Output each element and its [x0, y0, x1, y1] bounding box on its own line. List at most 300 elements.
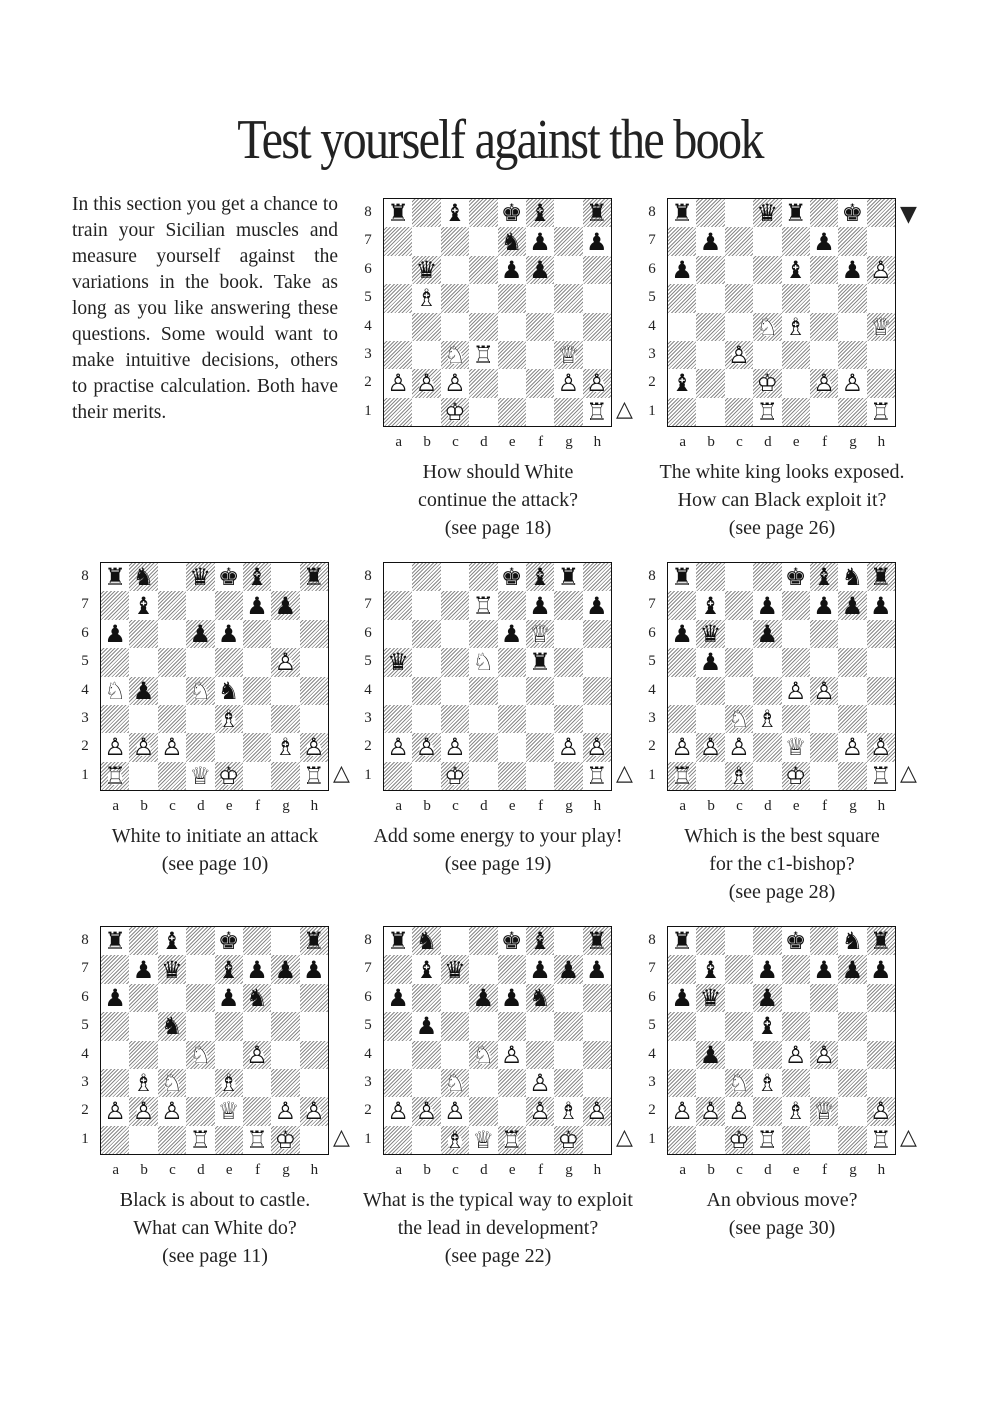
board-square: [441, 648, 469, 676]
board-square: [782, 1069, 810, 1097]
board-square: [186, 984, 214, 1012]
board-square: [186, 955, 214, 983]
black-knight-icon: ♞: [132, 563, 155, 592]
file-label: a: [679, 798, 687, 814]
white-pawn-icon: ♙: [500, 1040, 523, 1069]
black-pawn-icon: ♟: [699, 227, 722, 256]
file-label: d: [197, 798, 205, 814]
board-square: [384, 227, 412, 255]
board-square: [696, 341, 724, 369]
black-pawn-icon: ♟: [841, 591, 864, 620]
board-square: [300, 984, 328, 1012]
caption-line: continue the attack?: [418, 489, 578, 511]
caption-line: (see page 11): [162, 1245, 268, 1267]
board-square: [243, 677, 271, 705]
file-label: g: [565, 434, 573, 450]
board-square: [469, 199, 497, 227]
white-bishop-icon: ♗: [728, 761, 750, 790]
board-square: [215, 648, 243, 676]
file-label: d: [197, 1162, 205, 1178]
white-pawn-icon: ♙: [870, 1097, 892, 1126]
board-square: [526, 341, 554, 369]
rank-label: 8: [364, 568, 372, 584]
board-square: [441, 591, 469, 619]
white-king-icon: ♔: [784, 761, 807, 790]
file-label: g: [565, 1162, 573, 1178]
board-square: [129, 648, 157, 676]
board-square: [696, 199, 724, 227]
board-square: [469, 369, 497, 397]
board-square: [300, 620, 328, 648]
board-square: [271, 984, 299, 1012]
board-square: [810, 1126, 838, 1154]
rank-label: 5: [81, 1017, 89, 1034]
white-to-move-icon: △: [900, 1125, 917, 1150]
black-king-icon: ♚: [784, 927, 807, 956]
black-queen-icon: ♛: [189, 563, 212, 592]
file-label: g: [849, 434, 857, 450]
board-square: [526, 1126, 554, 1154]
rank-label: 8: [364, 204, 372, 220]
board-square: [583, 341, 611, 369]
board-square: [498, 398, 526, 426]
board-square: [753, 1041, 781, 1069]
white-pawn-icon: ♙: [529, 1069, 551, 1098]
board-square: [300, 1041, 328, 1069]
board-square: [271, 762, 299, 790]
board-square: [186, 1097, 214, 1125]
board-square: [725, 313, 753, 341]
board-square: [668, 227, 696, 255]
white-bishop-icon: ♗: [784, 312, 807, 341]
black-pawn-icon: ♟: [246, 955, 268, 984]
white-pawn-icon: ♙: [586, 1097, 608, 1126]
caption-line: (see page 18): [444, 517, 552, 539]
white-pawn-icon: ♙: [586, 369, 608, 398]
board-square: [526, 762, 554, 790]
board-square: [526, 313, 554, 341]
board-square: [271, 705, 299, 733]
board-square: [158, 620, 186, 648]
board-square: [867, 284, 895, 312]
rank-label: 3: [364, 709, 372, 726]
board-square: [838, 398, 866, 426]
black-queen-icon: ♛: [415, 255, 438, 284]
black-king-icon: ♚: [217, 927, 240, 956]
board-square: [469, 1069, 497, 1097]
white-pawn-icon: ♙: [303, 733, 325, 762]
board-square: [469, 563, 497, 591]
board-square: [469, 398, 497, 426]
board-square: [583, 984, 611, 1012]
black-knight-icon: ♞: [161, 1012, 183, 1041]
caption-line: (see page 19): [444, 853, 552, 875]
board-square: [412, 313, 440, 341]
white-pawn-icon: ♙: [415, 733, 438, 762]
white-rook-icon: ♖: [756, 397, 779, 426]
black-pawn-icon: ♟: [217, 619, 240, 648]
file-label: c: [736, 434, 743, 450]
board-square: [668, 1069, 696, 1097]
board-square: [158, 677, 186, 705]
board-square: [810, 733, 838, 761]
rank-label: 1: [648, 402, 656, 419]
black-pawn-icon: ♟: [699, 1040, 722, 1069]
board-square: [271, 1012, 299, 1040]
board-square: [810, 1069, 838, 1097]
board-square: [526, 677, 554, 705]
black-pawn-icon: ♟: [586, 591, 608, 620]
board-square: [384, 1041, 412, 1069]
file-label: c: [452, 434, 459, 450]
white-knight-icon: ♘: [161, 1069, 183, 1098]
board-square: [526, 284, 554, 312]
white-pawn-icon: ♙: [841, 733, 864, 762]
white-knight-icon: ♘: [189, 676, 212, 705]
caption-line: An obvious move?: [706, 1189, 858, 1211]
board-square: [554, 591, 582, 619]
white-pawn-icon: ♙: [303, 1097, 325, 1126]
diagram-caption: [632, 822, 932, 906]
black-rook-icon: ♜: [557, 563, 580, 592]
rank-label: 6: [81, 988, 89, 1005]
board-square: [300, 677, 328, 705]
caption-line: Add some energy to your play!: [373, 825, 623, 847]
board-square: [554, 199, 582, 227]
board-square: [867, 705, 895, 733]
board-square: [810, 341, 838, 369]
white-knight-icon: ♘: [472, 648, 495, 677]
board-square: [668, 284, 696, 312]
board-square: [384, 705, 412, 733]
board-square: [498, 733, 526, 761]
rank-label: 3: [81, 1073, 89, 1090]
white-rook-icon: ♖: [756, 1125, 779, 1154]
rank-label: 1: [81, 766, 89, 783]
white-to-move-icon: △: [616, 761, 633, 786]
black-king-icon: ♚: [500, 563, 523, 592]
white-to-move-icon: △: [616, 397, 633, 422]
board-square: [838, 1097, 866, 1125]
board-square: [838, 1041, 866, 1069]
rank-label: 8: [648, 932, 656, 948]
board-square: [753, 1097, 781, 1125]
white-pawn-icon: ♙: [813, 1040, 835, 1069]
board-square: [300, 591, 328, 619]
rank-label: 2: [648, 738, 656, 755]
board-square: [412, 677, 440, 705]
board-square: [412, 398, 440, 426]
board-square: [782, 705, 810, 733]
rank-label: 1: [648, 766, 656, 783]
board-square: [668, 1126, 696, 1154]
file-label: c: [736, 798, 743, 814]
rank-label: 2: [364, 374, 372, 391]
black-pawn-icon: ♟: [841, 255, 864, 284]
board-square: [412, 563, 440, 591]
file-label: e: [508, 1162, 516, 1178]
board-square: [838, 762, 866, 790]
file-label: f: [538, 1162, 544, 1178]
board-square: [384, 341, 412, 369]
caption-line: (see page 10): [161, 853, 269, 875]
white-pawn-icon: ♙: [387, 733, 409, 762]
rank-label: 5: [648, 1017, 656, 1034]
board-square: [782, 591, 810, 619]
board-square: [498, 1097, 526, 1125]
white-queen-icon: ♕: [189, 761, 212, 790]
white-king-icon: ♔: [756, 369, 779, 398]
board-square: [186, 705, 214, 733]
board-square: [668, 1041, 696, 1069]
board-square: [412, 762, 440, 790]
board-square: [498, 705, 526, 733]
board-square: [441, 984, 469, 1012]
board-square: [554, 677, 582, 705]
black-bishop-icon: ♝: [784, 255, 807, 284]
board-square: [186, 1012, 214, 1040]
board-square: [696, 705, 724, 733]
board-square: [498, 648, 526, 676]
board-square: [186, 1069, 214, 1097]
black-rook-icon: ♜: [671, 927, 693, 956]
file-label: c: [736, 1162, 743, 1178]
board-square: [498, 284, 526, 312]
board-square: [583, 1069, 611, 1097]
board-square: [526, 1041, 554, 1069]
board-square: [867, 1069, 895, 1097]
black-rook-icon: ♜: [387, 199, 409, 228]
board-square: [158, 705, 186, 733]
board-square: [300, 648, 328, 676]
board-square: [412, 620, 440, 648]
caption-line: What can White do?: [133, 1217, 297, 1239]
board-square: [696, 369, 724, 397]
white-bishop-icon: ♗: [557, 1097, 580, 1126]
board-square: [867, 677, 895, 705]
rank-label: 6: [648, 624, 656, 641]
white-pawn-icon: ♙: [784, 676, 807, 705]
white-to-move-icon: △: [333, 1125, 350, 1150]
file-label: b: [423, 1162, 431, 1178]
file-label: d: [480, 1162, 488, 1178]
board-square: [696, 927, 724, 955]
file-label: f: [822, 1162, 828, 1178]
board-square: [668, 313, 696, 341]
file-label: b: [140, 798, 148, 814]
board-square: [753, 927, 781, 955]
board-square: [554, 227, 582, 255]
rank-label: 7: [648, 960, 656, 977]
rank-label: 2: [81, 738, 89, 755]
rank-label: 8: [648, 568, 656, 584]
board-square: [469, 227, 497, 255]
board-square: [243, 1097, 271, 1125]
rank-label: 4: [364, 681, 372, 698]
rank-label: 2: [364, 738, 372, 755]
board-square: [668, 955, 696, 983]
chess-board: [667, 562, 896, 791]
black-bishop-icon: ♝: [217, 955, 240, 984]
board-square: [186, 591, 214, 619]
white-pawn-icon: ♙: [415, 369, 438, 398]
black-rook-icon: ♜: [586, 927, 608, 956]
rank-label: 2: [364, 1102, 372, 1119]
board-square: [498, 591, 526, 619]
rank-label: 6: [648, 988, 656, 1005]
rank-label: 7: [81, 960, 89, 977]
black-knight-icon: ♞: [500, 227, 523, 256]
board-square: [838, 620, 866, 648]
board-square: [725, 1012, 753, 1040]
rank-label: 1: [648, 1130, 656, 1147]
black-bishop-icon: ♝: [529, 927, 551, 956]
black-to-move-icon: ▼: [900, 202, 917, 227]
board-square: [725, 591, 753, 619]
board-square: [129, 620, 157, 648]
file-label: g: [282, 1162, 290, 1178]
board-square: [782, 369, 810, 397]
caption-line: for the c1-bishop?: [709, 853, 855, 875]
board-square: [412, 984, 440, 1012]
caption-line: What is the typical way to exploit: [363, 1189, 633, 1211]
caption-line: (see page 30): [728, 1217, 836, 1239]
board-square: [441, 1041, 469, 1069]
board-square: [101, 648, 129, 676]
rank-label: 5: [648, 289, 656, 306]
white-rook-icon: ♖: [870, 397, 892, 426]
rank-label: 8: [364, 932, 372, 948]
board-square: [696, 1012, 724, 1040]
board-square: [867, 620, 895, 648]
black-pawn-icon: ♟: [303, 955, 325, 984]
rank-label: 8: [81, 568, 89, 584]
board-square: [498, 1069, 526, 1097]
rank-label: 3: [81, 709, 89, 726]
rank-label: 3: [364, 345, 372, 362]
board-square: [583, 1012, 611, 1040]
white-queen-icon: ♕: [813, 1097, 835, 1126]
file-label: b: [423, 798, 431, 814]
file-label: h: [877, 434, 886, 450]
board-square: [725, 927, 753, 955]
board-square: [498, 341, 526, 369]
rank-label: 4: [648, 1045, 656, 1062]
board-square: [498, 955, 526, 983]
file-label: h: [877, 798, 886, 814]
black-bishop-icon: ♝: [529, 563, 551, 592]
board-square: [696, 762, 724, 790]
black-pawn-icon: ♟: [529, 591, 551, 620]
board-square: [384, 762, 412, 790]
caption-line: (see page 26): [728, 517, 836, 539]
file-label: c: [169, 798, 176, 814]
white-knight-icon: ♘: [472, 1040, 495, 1069]
black-bishop-icon: ♝: [756, 1012, 779, 1041]
board-square: [441, 563, 469, 591]
white-pawn-icon: ♙: [274, 1097, 297, 1126]
board-square: [215, 733, 243, 761]
white-bishop-icon: ♗: [415, 284, 438, 313]
black-rook-icon: ♜: [303, 563, 325, 592]
file-label: a: [679, 1162, 687, 1178]
rank-label: 6: [81, 624, 89, 641]
board-square: [384, 620, 412, 648]
white-pawn-icon: ♙: [728, 733, 750, 762]
board-square: [867, 369, 895, 397]
white-bishop-icon: ♗: [784, 1097, 807, 1126]
board-square: [583, 256, 611, 284]
board-square: [498, 369, 526, 397]
board-square: [158, 762, 186, 790]
board-square: [498, 1012, 526, 1040]
black-pawn-icon: ♟: [132, 955, 155, 984]
black-bishop-icon: ♝: [699, 591, 722, 620]
board-square: [696, 563, 724, 591]
caption-line: (see page 22): [444, 1245, 552, 1267]
board-square: [810, 199, 838, 227]
board-square: [725, 563, 753, 591]
board-square: [469, 620, 497, 648]
board-square: [725, 955, 753, 983]
board-square: [725, 369, 753, 397]
black-rook-icon: ♜: [104, 927, 126, 956]
board-square: [810, 705, 838, 733]
file-label: e: [792, 798, 800, 814]
rank-label: 5: [364, 289, 372, 306]
rank-label: 6: [364, 988, 372, 1005]
file-label: a: [395, 434, 403, 450]
board-square: [782, 955, 810, 983]
board-square: [243, 620, 271, 648]
board-square: [469, 955, 497, 983]
black-pawn-icon: ♟: [472, 983, 495, 1012]
board-square: [725, 648, 753, 676]
board-square: [668, 677, 696, 705]
black-bishop-icon: ♝: [161, 927, 183, 956]
board-square: [243, 927, 271, 955]
black-pawn-icon: ♟: [274, 591, 297, 620]
board-square: [412, 227, 440, 255]
board-square: [810, 620, 838, 648]
file-label: h: [310, 1162, 319, 1178]
board-square: [696, 313, 724, 341]
black-queen-icon: ♛: [387, 648, 409, 677]
board-square: [469, 1097, 497, 1125]
board-square: [271, 927, 299, 955]
file-label: a: [679, 434, 687, 450]
file-label: a: [395, 1162, 403, 1178]
file-label: c: [452, 1162, 459, 1178]
board-square: [554, 984, 582, 1012]
board-square: [469, 284, 497, 312]
board-square: [554, 398, 582, 426]
board-square: [129, 984, 157, 1012]
board-square: [668, 1012, 696, 1040]
rank-label: 3: [648, 709, 656, 726]
file-label: g: [282, 798, 290, 814]
white-king-icon: ♔: [728, 1125, 750, 1154]
board-square: [300, 1126, 328, 1154]
white-pawn-icon: ♙: [728, 341, 750, 370]
white-pawn-icon: ♙: [104, 733, 126, 762]
white-knight-icon: ♘: [728, 705, 750, 734]
black-knight-icon: ♞: [415, 927, 438, 956]
file-label: d: [480, 798, 488, 814]
white-queen-icon: ♕: [870, 312, 892, 341]
white-pawn-icon: ♙: [671, 1097, 693, 1126]
caption-line: The white king looks exposed.: [659, 461, 905, 483]
